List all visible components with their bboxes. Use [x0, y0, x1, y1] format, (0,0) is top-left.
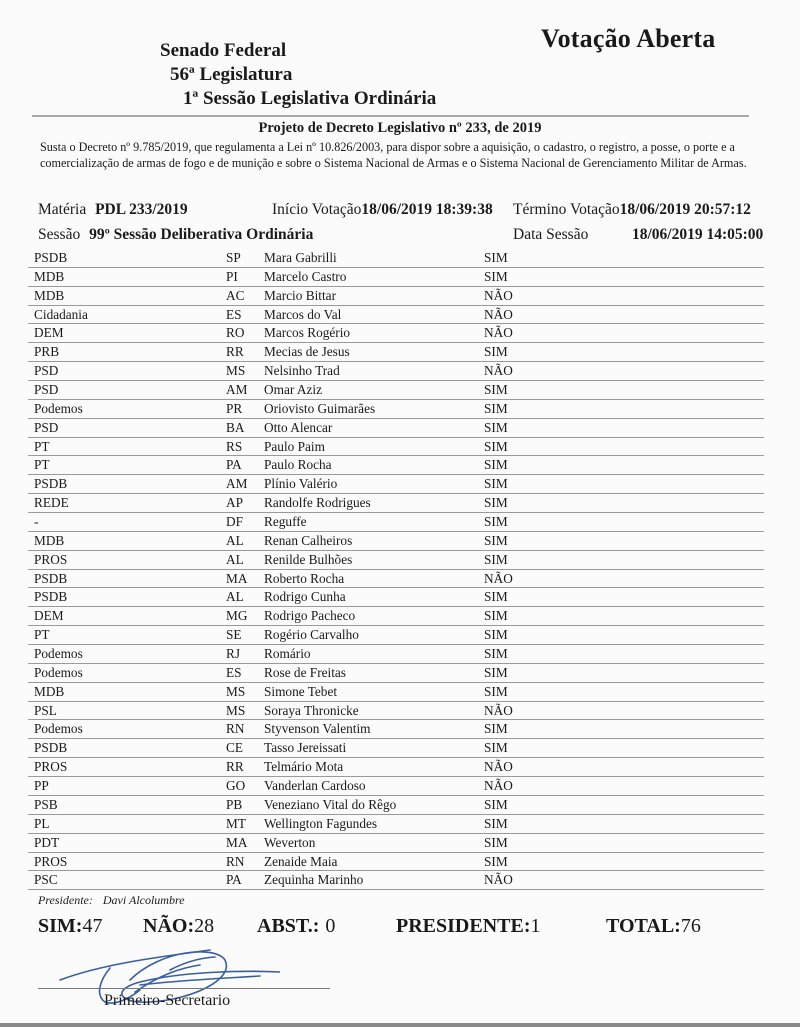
uf-cell: RJ	[226, 646, 241, 662]
vote-row	[28, 343, 764, 362]
institution-name: Senado Federal	[160, 40, 287, 61]
presidente-count-label: PRESIDENTE:	[396, 915, 531, 937]
vote-cell: SIM	[484, 834, 508, 850]
vote-cell: NÃO	[484, 778, 513, 794]
senator-name-cell: Tasso Jereissati	[264, 740, 347, 756]
projeto-ementa: Susta o Decreto nº 9.785/2019, que regulamenta a Lei nº 10.826/2003, para dispor sobre a aquisição, o cadastro, o registro, a posse, o porte e a comercialização de armas de fogo e de munição e sobre o Sistema Nacional de Armas e o Sistema Nacional de Gerenciamento Militar de Armas.	[40, 140, 747, 170]
vote-cell: SIM	[484, 438, 508, 454]
vote-row	[28, 607, 764, 626]
materia-label: Matéria	[38, 201, 87, 218]
signer-title: Primeiro-Secretario	[104, 992, 231, 1009]
party-cell: PROS	[34, 853, 68, 869]
senator-name-cell: Randolfe Rodrigues	[264, 495, 371, 511]
vote-row	[28, 306, 764, 325]
uf-cell: PI	[226, 268, 238, 284]
vote-cell: NÃO	[484, 702, 513, 718]
party-cell: PT	[34, 627, 50, 643]
party-cell: Podemos	[34, 664, 83, 680]
party-cell: MDB	[34, 268, 65, 284]
party-cell: PT	[34, 438, 50, 454]
page-bottom-edge	[0, 1023, 800, 1027]
vote-row	[28, 853, 764, 872]
party-cell: MDB	[34, 287, 65, 303]
vote-row	[28, 287, 764, 306]
vote-cell: SIM	[484, 514, 508, 530]
uf-cell: PR	[226, 400, 243, 416]
sessao-label: Sessão	[38, 226, 81, 243]
senator-name-cell: Rogério Carvalho	[264, 627, 359, 643]
senator-name-cell: Mecias de Jesus	[264, 344, 350, 360]
total-value: 76	[680, 915, 701, 937]
senator-name-cell: Weverton	[264, 834, 316, 850]
party-cell: PSD	[34, 419, 59, 435]
party-cell: DEM	[34, 608, 64, 624]
vote-table	[28, 249, 764, 890]
vote-cell: SIM	[484, 419, 508, 435]
vote-row	[28, 702, 764, 721]
header-divider	[32, 115, 749, 117]
uf-cell: MG	[226, 608, 248, 624]
nao-value: 28	[194, 915, 215, 937]
senator-name-cell: Nelsinho Trad	[264, 363, 340, 379]
senator-name-cell: Paulo Rocha	[264, 457, 332, 473]
vote-cell: NÃO	[484, 325, 513, 341]
uf-cell: AL	[226, 532, 244, 548]
total-abst	[257, 915, 335, 938]
vote-cell: SIM	[484, 400, 508, 416]
session-type: 1ª Sessão Legislativa Ordinária	[183, 88, 437, 109]
presidente-label: Presidente:	[38, 893, 93, 907]
uf-cell: ES	[226, 664, 242, 680]
vote-row	[28, 626, 764, 645]
party-cell: PSDB	[34, 589, 68, 605]
party-cell: Cidadania	[34, 306, 88, 322]
vote-row	[28, 570, 764, 589]
vote-cell: SIM	[484, 476, 508, 492]
uf-cell: SE	[226, 627, 242, 643]
uf-cell: MA	[226, 834, 248, 850]
vote-cell: NÃO	[484, 570, 513, 586]
senator-name-cell: Paulo Paim	[264, 438, 325, 454]
vote-row	[28, 834, 764, 853]
senator-name-cell: Soraya Thronicke	[264, 702, 359, 718]
sessao-field	[38, 226, 313, 244]
vote-row	[28, 683, 764, 702]
party-cell: PSD	[34, 382, 59, 398]
presidente-count-value: 1	[530, 915, 541, 937]
vote-cell: SIM	[484, 740, 508, 756]
senator-name-cell: Veneziano Vital do Rêgo	[264, 796, 397, 812]
uf-cell: PA	[226, 872, 242, 888]
vote-cell: SIM	[484, 250, 508, 265]
uf-cell: CE	[226, 740, 243, 756]
vote-row	[28, 362, 764, 381]
uf-cell: RO	[226, 325, 245, 341]
vote-row	[28, 475, 764, 494]
senator-name-cell: Zenaide Maia	[264, 853, 338, 869]
senator-name-cell: Styvenson Valentim	[264, 721, 371, 737]
senator-name-cell: Marcos Rogério	[264, 325, 351, 341]
vote-row	[28, 720, 764, 739]
vote-row	[28, 513, 764, 532]
uf-cell: MT	[226, 815, 246, 831]
party-cell: PROS	[34, 551, 68, 567]
inicio-votacao-label: Início Votação	[272, 201, 362, 218]
materia-field	[38, 201, 188, 219]
uf-cell: RS	[226, 438, 243, 454]
uf-cell: RR	[226, 759, 244, 775]
vote-row	[28, 664, 764, 683]
vote-cell: SIM	[484, 627, 508, 643]
termino-votacao-label: Término Votação	[513, 201, 620, 218]
party-cell: Podemos	[34, 400, 83, 416]
vote-cell: SIM	[484, 796, 508, 812]
vote-row	[28, 400, 764, 419]
data-sessao-label: Data Sessão	[513, 226, 589, 243]
senator-name-cell: Marcio Bittar	[264, 287, 337, 303]
senator-name-cell: Mara Gabrilli	[264, 250, 337, 265]
uf-cell: BA	[226, 419, 245, 435]
senator-name-cell: Marcelo Castro	[264, 268, 347, 284]
vote-row	[28, 777, 764, 796]
senator-name-cell: Renilde Bulhões	[264, 551, 353, 567]
uf-cell: AL	[226, 551, 244, 567]
vote-row	[28, 758, 764, 777]
vote-cell: SIM	[484, 457, 508, 473]
vote-row	[28, 268, 764, 287]
vote-row	[28, 419, 764, 438]
vote-cell: NÃO	[484, 759, 513, 775]
uf-cell: PB	[226, 796, 243, 812]
inicio-votacao-value: 18/06/2019 18:39:38	[361, 201, 493, 218]
senator-name-cell: Oriovisto Guimarães	[264, 400, 376, 416]
vote-cell: SIM	[484, 721, 508, 737]
termino-votacao-value: 18/06/2019 20:57:12	[619, 201, 751, 218]
vote-cell: SIM	[484, 608, 508, 624]
party-cell: PSDB	[34, 740, 68, 756]
vote-row	[28, 796, 764, 815]
vote-row	[28, 871, 764, 890]
vote-cell: NÃO	[484, 287, 513, 303]
senator-name-cell: Rodrigo Cunha	[264, 589, 346, 605]
party-cell: PSDB	[34, 250, 68, 265]
uf-cell: MS	[226, 683, 246, 699]
senator-name-cell: Otto Alencar	[264, 419, 333, 435]
projeto-title: Projeto de Decreto Legislativo nº 233, de 2019	[258, 120, 542, 136]
abst-value: 0	[325, 915, 336, 937]
party-cell: PSC	[34, 872, 58, 888]
signature-line	[38, 988, 330, 989]
uf-cell: AP	[226, 495, 243, 511]
vote-cell: SIM	[484, 664, 508, 680]
party-cell: REDE	[34, 495, 69, 511]
party-cell: PROS	[34, 759, 68, 775]
data-sessao-value: 18/06/2019 14:05:00	[632, 226, 764, 243]
senator-name-cell: Wellington Fagundes	[264, 815, 378, 831]
vote-cell: SIM	[484, 646, 508, 662]
sim-value: 47	[82, 915, 103, 937]
party-cell: PT	[34, 457, 50, 473]
total-sim	[38, 915, 102, 938]
vote-cell: SIM	[484, 589, 508, 605]
party-cell: PP	[34, 778, 49, 794]
party-cell: PSDB	[34, 570, 68, 586]
party-cell: MDB	[34, 683, 65, 699]
party-cell: Podemos	[34, 646, 83, 662]
uf-cell: MS	[226, 702, 246, 718]
vote-row	[28, 456, 764, 475]
party-cell: -	[34, 514, 39, 530]
vote-row	[28, 249, 764, 268]
vote-row	[28, 381, 764, 400]
uf-cell: GO	[226, 778, 246, 794]
vote-cell: SIM	[484, 815, 508, 831]
document-type-title: Votação Aberta	[541, 24, 716, 53]
total-nao	[143, 915, 214, 938]
party-cell: PL	[34, 815, 50, 831]
vote-cell: SIM	[484, 551, 508, 567]
senator-name-cell: Rodrigo Pacheco	[264, 608, 356, 624]
sim-label: SIM:	[38, 915, 83, 937]
materia-value: PDL 233/2019	[95, 201, 188, 218]
termino-votacao-field	[513, 201, 751, 219]
party-cell: MDB	[34, 532, 65, 548]
total-presidente	[396, 915, 540, 938]
uf-cell: RR	[226, 344, 244, 360]
senator-name-cell: Roberto Rocha	[264, 570, 345, 586]
vote-row	[28, 532, 764, 551]
senator-name-cell: Plínio Valério	[264, 476, 338, 492]
senator-name-cell: Zequinha Marinho	[264, 872, 364, 888]
vote-cell: SIM	[484, 853, 508, 869]
legislature: 56ª Legislatura	[170, 64, 293, 85]
senator-name-cell: Rose de Freitas	[264, 664, 346, 680]
total-votes	[606, 915, 701, 938]
party-cell: DEM	[34, 325, 64, 341]
vote-cell: NÃO	[484, 306, 513, 322]
vote-cell: SIM	[484, 532, 508, 548]
uf-cell: MS	[226, 363, 246, 379]
presidente-line	[38, 893, 185, 908]
party-cell: PRB	[34, 344, 60, 360]
uf-cell: PA	[226, 457, 242, 473]
senator-name-cell: Romário	[264, 646, 311, 662]
party-cell: PDT	[34, 834, 60, 850]
party-cell: PSB	[34, 796, 58, 812]
uf-cell: MA	[226, 570, 248, 586]
uf-cell: RN	[226, 721, 245, 737]
uf-cell: AM	[226, 382, 248, 398]
vote-cell: SIM	[484, 344, 508, 360]
vote-cell: SIM	[484, 683, 508, 699]
vote-cell: NÃO	[484, 363, 513, 379]
senator-name-cell: Simone Tebet	[264, 683, 338, 699]
uf-cell: AL	[226, 589, 244, 605]
party-cell: PSDB	[34, 476, 68, 492]
vote-row	[28, 739, 764, 758]
sessao-value: 99º Sessão Deliberativa Ordinária	[89, 226, 314, 243]
inicio-votacao-field	[272, 201, 493, 219]
vote-cell: NÃO	[484, 872, 513, 888]
vote-cell: SIM	[484, 495, 508, 511]
senator-name-cell: Reguffe	[264, 514, 307, 530]
uf-cell: RN	[226, 853, 245, 869]
senator-name-cell: Telmário Mota	[264, 759, 344, 775]
senator-name-cell: Vanderlan Cardoso	[264, 778, 366, 794]
vote-row	[28, 588, 764, 607]
party-cell: Podemos	[34, 721, 83, 737]
presidente-name: Davi Alcolumbre	[102, 893, 185, 907]
vote-row	[28, 815, 764, 834]
vote-row	[28, 324, 764, 343]
party-cell: PSL	[34, 702, 57, 718]
uf-cell: DF	[226, 514, 243, 530]
vote-row	[28, 645, 764, 664]
nao-label: NÃO:	[143, 915, 195, 937]
uf-cell: AC	[226, 287, 245, 303]
vote-cell: SIM	[484, 382, 508, 398]
vote-row	[28, 494, 764, 513]
party-cell: PSD	[34, 363, 59, 379]
senator-name-cell: Marcos do Val	[264, 306, 342, 322]
senator-name-cell: Renan Calheiros	[264, 532, 353, 548]
vote-row	[28, 438, 764, 457]
abst-label: ABST.:	[257, 915, 320, 937]
total-label: TOTAL:	[606, 915, 681, 937]
vote-cell: SIM	[484, 268, 508, 284]
uf-cell: AM	[226, 476, 248, 492]
vote-row	[28, 551, 764, 570]
uf-cell: ES	[226, 306, 242, 322]
senator-name-cell: Omar Aziz	[264, 382, 322, 398]
uf-cell: SP	[226, 250, 241, 265]
